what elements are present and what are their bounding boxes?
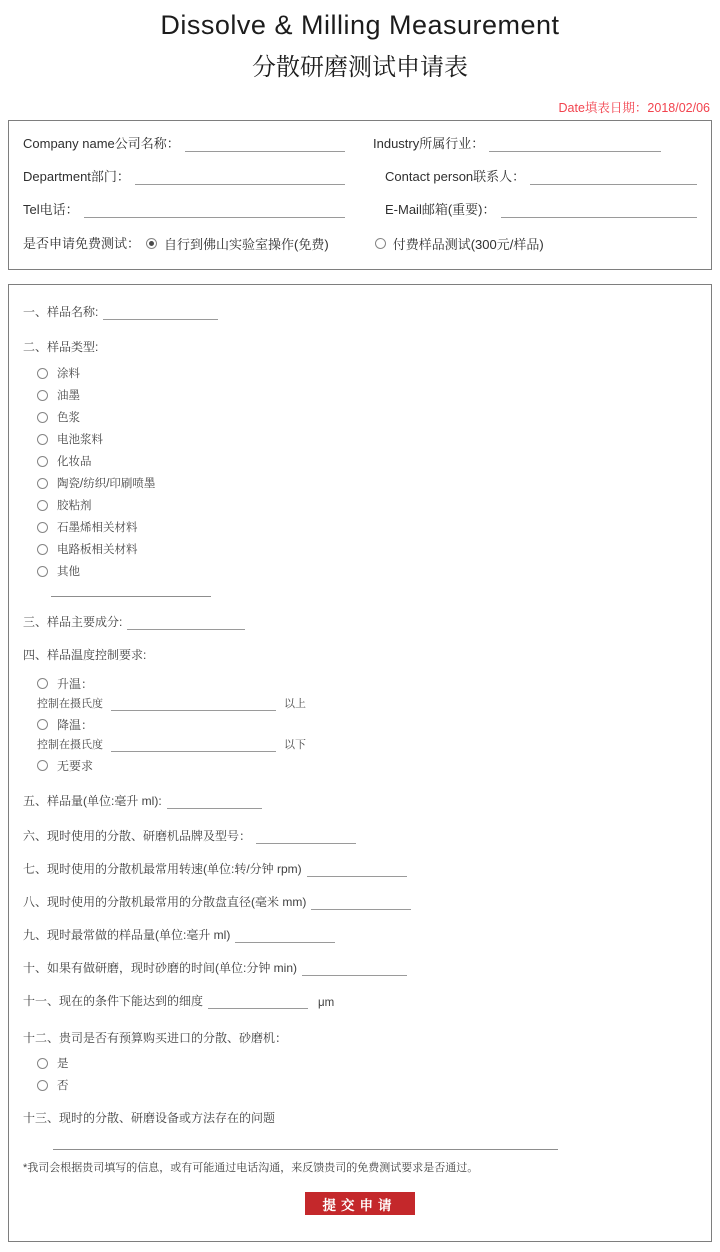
contact-person-input[interactable] <box>530 170 697 185</box>
q7-row <box>23 862 697 877</box>
q1-row <box>23 305 697 320</box>
q11-label: 十一、现在的条件下能达到的细度 <box>23 994 204 1008</box>
sample-name-input[interactable] <box>103 307 218 320</box>
q1-label: 一、样品名称: <box>23 305 99 319</box>
rpm-input[interactable] <box>307 864 407 877</box>
budget-option-yes-label: 是 <box>57 1058 69 1070</box>
tel-field <box>23 201 345 218</box>
radio-icon[interactable] <box>37 719 48 730</box>
celsius-prefix-label: 控制在摄氏度 <box>37 698 103 710</box>
radio-icon[interactable] <box>37 412 48 423</box>
temp-heat-label: 升温： <box>57 677 94 691</box>
fineness-input[interactable] <box>208 996 308 1009</box>
sample-type-label: 其他 <box>57 566 80 578</box>
sample-type-option-other[interactable] <box>37 563 697 579</box>
q8-row <box>23 895 697 910</box>
sample-volume-input[interactable] <box>167 796 262 809</box>
radio-icon[interactable] <box>37 522 48 533</box>
q10-label: 十、如果有做研磨，现时砂磨的时间(单位:分钟 min) <box>23 961 297 975</box>
sample-type-label: 石墨烯相关材料 <box>57 522 138 534</box>
q2-label: 二、样品类型: <box>23 340 99 354</box>
temp-cool-option[interactable] <box>37 716 697 733</box>
free-test-option-paid[interactable] <box>375 234 544 253</box>
department-input[interactable] <box>135 170 345 185</box>
below-suffix-label: 以下 <box>284 739 306 751</box>
q12-label: 十二、贵司是否有预算购买进口的分散、砂磨机： <box>23 1031 288 1045</box>
company-name-input[interactable] <box>185 137 345 152</box>
contact-person-label: Contact person联系人： <box>385 169 526 184</box>
problems-input[interactable] <box>53 1142 558 1150</box>
sample-type-label: 油墨 <box>57 390 80 402</box>
sample-type-label: 陶瓷/纺织/印刷喷墨 <box>57 478 156 490</box>
q6-row <box>23 829 697 844</box>
company-name-label: Company name公司名称： <box>23 136 180 151</box>
radio-icon[interactable] <box>37 544 48 555</box>
main-component-input[interactable] <box>127 617 245 630</box>
q3-row <box>23 615 697 630</box>
radio-icon[interactable] <box>37 434 48 445</box>
other-type-input[interactable] <box>51 587 211 597</box>
sample-type-label: 化妆品 <box>57 456 92 468</box>
q13-label: 十三、现时的分散、研磨设备或方法存在的问题 <box>23 1111 276 1125</box>
form-date: Date填表日期：2018/02/06 <box>558 101 710 115</box>
free-test-option-lab-label: 自行到佛山实验室操作(免费) <box>164 237 329 252</box>
q11-row <box>23 994 697 1009</box>
industry-field <box>373 135 661 152</box>
q10-row <box>23 961 697 976</box>
q5-label: 五、样品量(单位:毫升 ml): <box>23 794 162 808</box>
sample-type-option-ink[interactable] <box>37 387 697 403</box>
radio-icon[interactable] <box>37 566 48 577</box>
contact-info-box <box>8 120 712 270</box>
industry-input[interactable] <box>489 137 661 152</box>
submit-button[interactable]: 提交申请 <box>305 1192 415 1215</box>
email-label: E-Mail邮箱(重要)： <box>385 202 496 217</box>
temp-cool-label: 降温： <box>57 718 94 732</box>
sample-type-option-color-paste[interactable] <box>37 409 697 425</box>
cool-temp-input[interactable] <box>111 739 276 752</box>
radio-icon[interactable] <box>37 368 48 379</box>
q5-row <box>23 794 697 809</box>
radio-icon[interactable] <box>37 500 48 511</box>
above-suffix-label: 以上 <box>284 698 306 710</box>
micron-unit-label: μm <box>318 997 335 1009</box>
radio-icon[interactable] <box>146 238 157 249</box>
radio-icon[interactable] <box>37 478 48 489</box>
radio-icon[interactable] <box>37 760 48 771</box>
q8-label: 八、现时使用的分散机最常用的分散盘直径(毫米 mm) <box>23 895 307 909</box>
tel-input[interactable] <box>84 203 345 218</box>
department-field <box>23 168 345 185</box>
budget-option-no[interactable] <box>37 1077 697 1093</box>
contact-row-3 <box>23 201 697 218</box>
radio-icon[interactable] <box>37 678 48 689</box>
q7-label: 七、现时使用的分散机最常用转速(单位:转/分钟 rpm) <box>23 862 302 876</box>
temp-heat-option[interactable] <box>37 675 697 692</box>
temp-heat-detail <box>37 695 697 711</box>
free-test-option-lab[interactable] <box>146 234 329 253</box>
sample-type-label: 涂料 <box>57 368 80 380</box>
sample-type-option-adhesive[interactable] <box>37 497 697 513</box>
sample-type-option-ceramic-textile-inkjet[interactable] <box>37 475 697 491</box>
page-title-en: Dissolve & Milling Measurement <box>160 10 560 40</box>
q3-label: 三、样品主要成分: <box>23 615 123 629</box>
q6-label: 六、现时使用的分散、研磨机品牌及型号： <box>23 829 252 843</box>
q9-label: 九、现时最常做的样品量(单位:毫升 ml) <box>23 928 231 942</box>
contact-row-1 <box>23 135 697 152</box>
heat-temp-input[interactable] <box>111 698 276 711</box>
department-label: Department部门： <box>23 169 130 184</box>
contact-person-field <box>373 168 697 185</box>
usual-sample-volume-input[interactable] <box>235 930 335 943</box>
sample-type-label: 电池浆料 <box>57 434 103 446</box>
q9-row <box>23 928 697 943</box>
sample-type-option-circuit-board[interactable] <box>37 541 697 557</box>
sample-type-label: 电路板相关材料 <box>57 544 138 556</box>
company-name-field <box>23 135 345 152</box>
tel-label: Tel电话： <box>23 202 79 217</box>
temp-none-label: 无要求 <box>57 759 94 773</box>
footnote: *我司会根据贵司填写的信息，或有可能通过电话沟通，来反馈贵司的免费测试要求是否通过。 <box>23 1162 479 1174</box>
machine-brand-model-input[interactable] <box>256 831 356 844</box>
email-input[interactable] <box>501 203 698 218</box>
contact-row-2 <box>23 168 697 185</box>
sample-type-option-battery-slurry[interactable] <box>37 431 697 447</box>
industry-label: Industry所属行业： <box>373 136 485 151</box>
temp-none-option[interactable] <box>37 757 697 774</box>
radio-icon[interactable] <box>37 456 48 467</box>
page-title-zh: 分散研磨测试申请表 <box>252 54 468 81</box>
radio-icon[interactable] <box>375 238 386 249</box>
free-test-option-paid-label: 付费样品测试(300元/样品) <box>392 237 544 252</box>
milling-time-input[interactable] <box>302 963 407 976</box>
questionnaire-box <box>8 284 712 1242</box>
email-field <box>373 201 697 218</box>
radio-icon[interactable] <box>37 1058 48 1069</box>
sample-type-option-coating[interactable] <box>37 365 697 381</box>
budget-option-yes[interactable] <box>37 1055 697 1071</box>
free-test-label: 是否申请免费测试： <box>23 236 141 251</box>
temp-cool-detail <box>37 736 697 752</box>
sample-type-label: 色浆 <box>57 412 80 424</box>
radio-icon[interactable] <box>37 390 48 401</box>
q4-label: 四、样品温度控制要求: <box>23 648 147 662</box>
radio-icon[interactable] <box>37 1080 48 1091</box>
sample-type-label: 胶粘剂 <box>57 500 92 512</box>
sample-type-option-graphene[interactable] <box>37 519 697 535</box>
budget-option-no-label: 否 <box>57 1080 69 1092</box>
sample-type-option-cosmetics[interactable] <box>37 453 697 469</box>
free-test-row <box>23 234 697 253</box>
disc-diameter-input[interactable] <box>311 897 411 910</box>
celsius-prefix-label: 控制在摄氏度 <box>37 739 103 751</box>
